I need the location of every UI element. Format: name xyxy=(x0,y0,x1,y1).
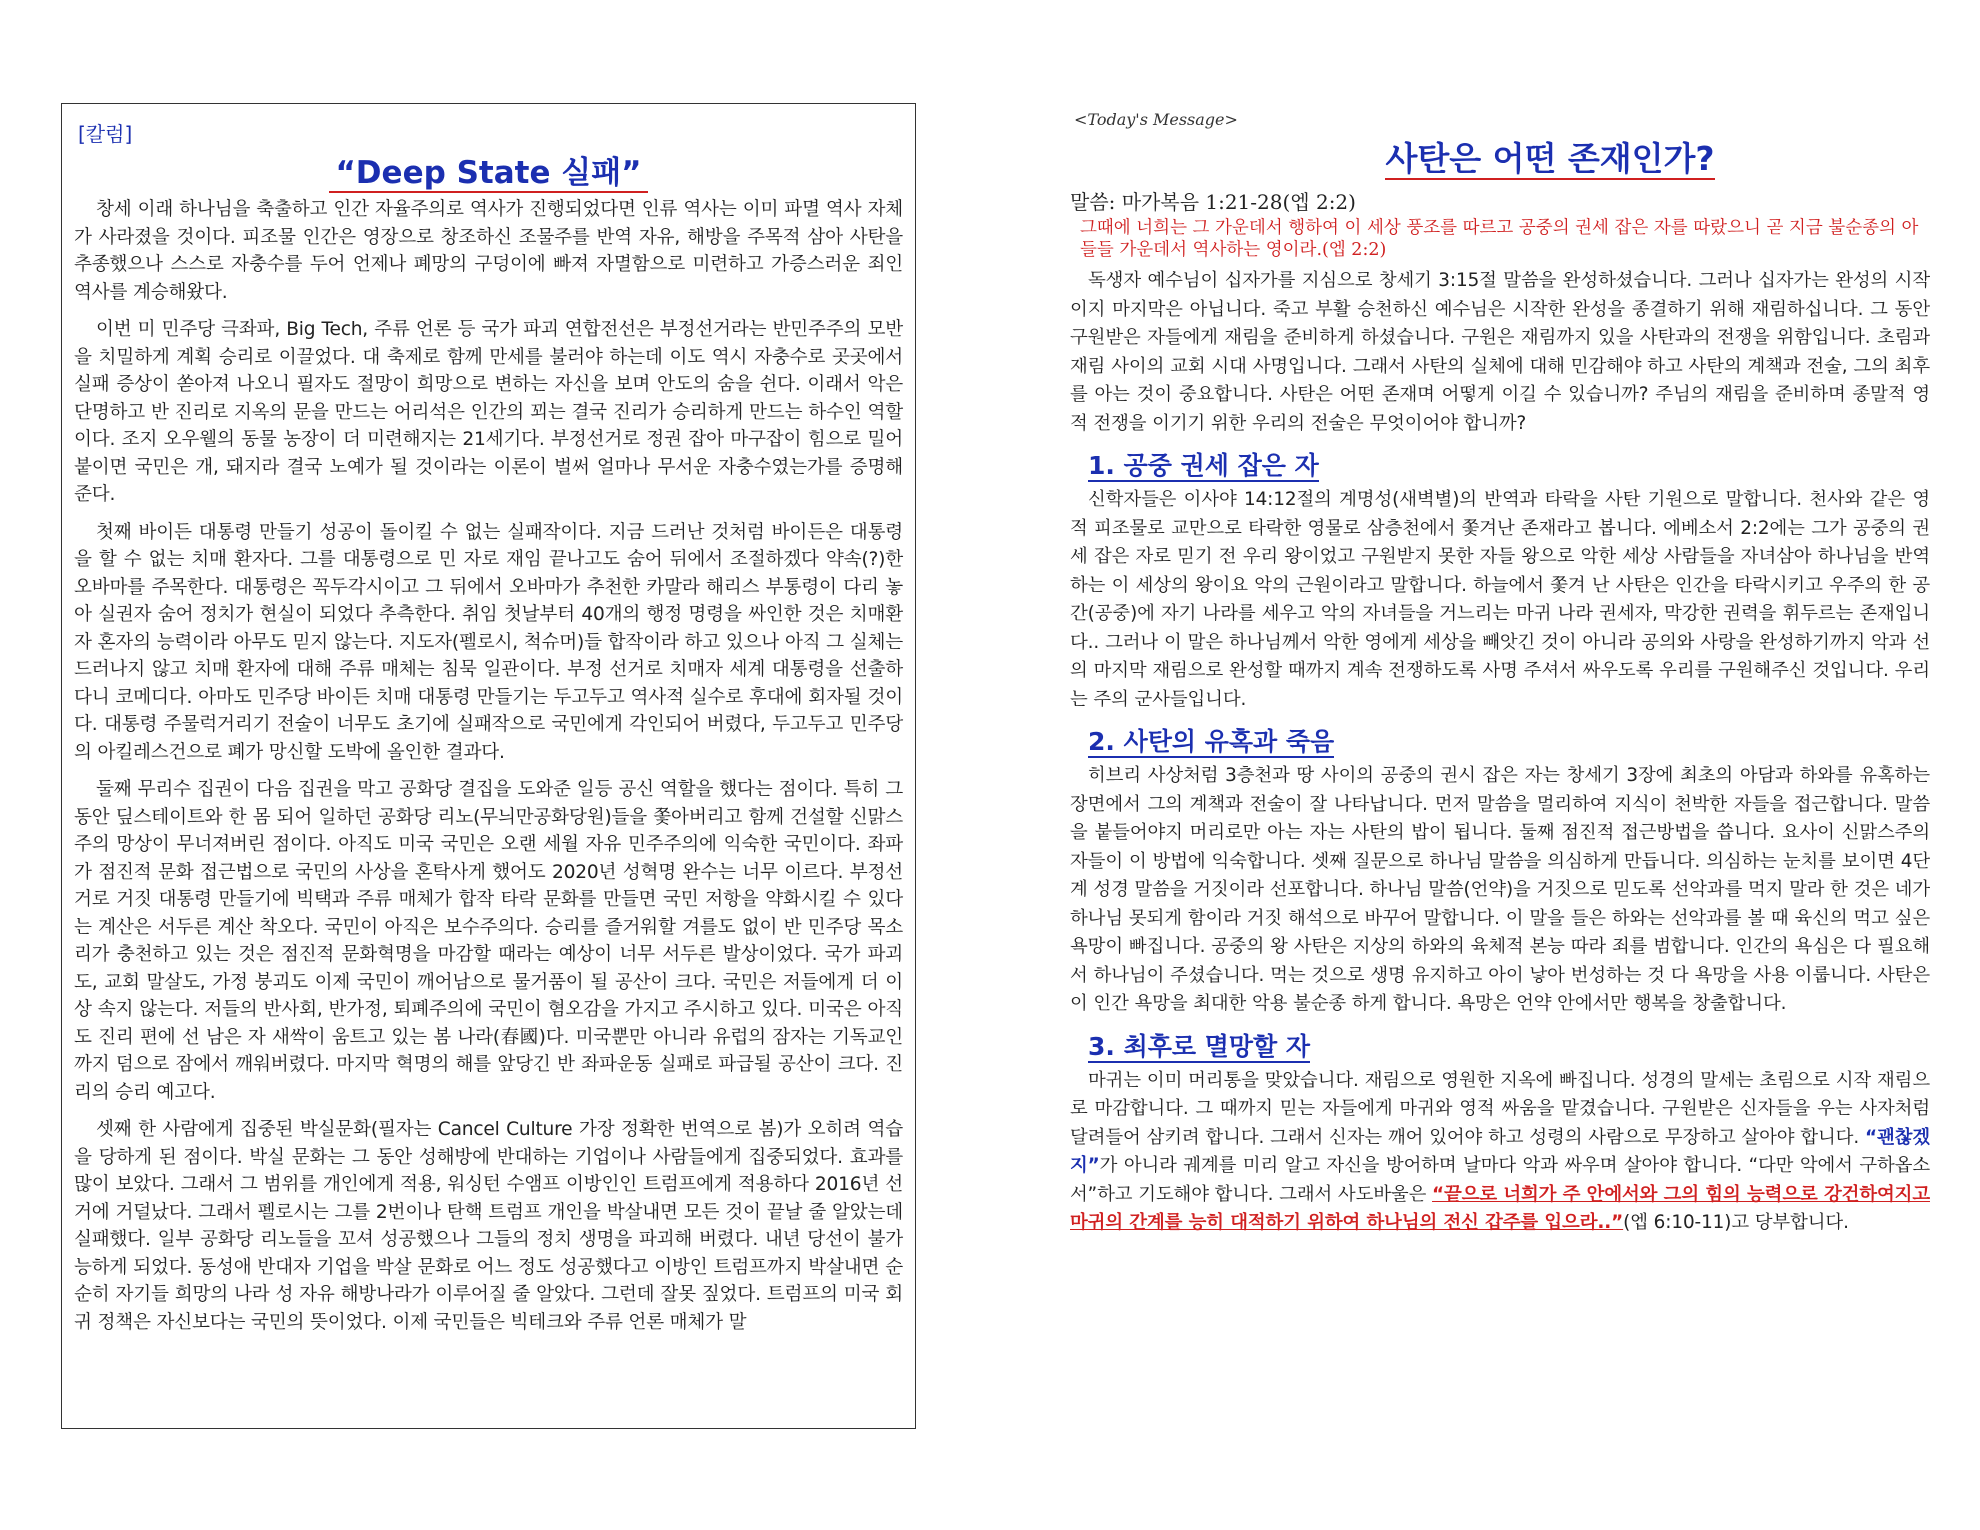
message-column xyxy=(1070,110,1930,1430)
column-paragraph: 둘째 무리수 집권이 다음 집권을 막고 공화당 결집을 도와준 일등 공신 역할을 했다는 점이다. 특히 그 동안 딮스테이트와 한 몸 되어 일하던 공화당 리노(무늬만공화당원)들을 쫓아버리고 함께 건설할 신맑스주의 망상이 무너져버린 점이다. 아직도 미국 국민은 오랜 세월 자유 민주주의에 익숙한 국민이다. 좌파가 점진적 문화 접근법으로 국민의 사상을 혼탁사게 했어도 2020년 성혁명 완수는 너무 이르다. 부정선거로 거짓 대통령 만들기에 빅택과 주류 매체가 합작 타락 문화를 만들면 국민 저항을 약화시킬 수 있다는 계산은 서두른 계산 착오다. 국민이 아직은 보수주의다. 승리를 즐거워할 겨를도 없이 반 민주당 목소리가 충천하고 있는 것은 점진적 문화혁명을 마감할 때라는 예상이 너무 서두른 발상이었다. 국가 파괴도, 교회 말살도, 가정 붕괴도 이제 국민이 깨어남으로 물거품이 될 공산이 크다. 국민은 저들에게 더 이상 속지 않는다. 저들의 반사회, 반가정, 퇴폐주의에 국민이 혐오감을 가지고 주시하고 있다. 미국은 아직도 진리 편에 선 남은 자 새싹이 움트고 있는 봄 나라(春國)다. 미국뿐만 아니라 유럽의 잠자는 기독교인까지 덤으로 잠에서 깨워버렸다. 마지막 혁명의 해를 앞당긴 반 좌파운동 실패로 파급될 공산이 크다. 진리의 승리 예고다. xyxy=(74,779,903,1103)
section-1-text: 신학자들은 이사야 14:12절의 계명성(새벽별)의 반역과 타락을 사탄 기원으로 말합니다. 천사와 같은 영적 피조물로 교만으로 타락한 영물로 삼층천에서 쫓겨난 존재라고 봅니다. 에베소서 2:2에는 그가 공중의 권세 잡은 자로 믿기 전 우리 왕이었고 구원받지 못한 자들 왕으로 악한 세상 사람들을 자녀삼아 하나님을 반역하는 이 세상의 왕이요 악의 근원이라고 말합니다. 하늘에서 쫓겨 난 사탄은 인간을 타락시키고 우주의 한 공간(공중)에 자기 나라를 세우고 악의 자녀들을 거느리는 마귀 나라 권세자, 막강한 권력을 휘두르는 존재입니다.. 그러나 이 말은 하나님께서 악한 영에게 세상을 빼앗긴 것이 아니라 공의와 사랑을 완성하기까지 악과 선의 마지막 재림으로 완성할 때까지 계속 전쟁하도록 사명 주셔서 싸우도록 우리를 구원해주신 것입니다. 우리는 주의 군사들입니다. xyxy=(1070,489,1930,710)
column-paragraph: 창세 이래 하나님을 축출하고 인간 자율주의로 역사가 진행되었다면 인류 역사는 이미 파멸 역사 자체가 사라졌을 것이다. 피조물 인간은 영장으로 창조하신 조물주를 반역 자유, 해방을 주목적 삼아 사탄을 추종했으나 스스로 자충수를 두어 언제나 폐망의 구덩이에 빠져 자멸함으로 미련하고 가증스러운 죄인 역사를 계승해왔다. xyxy=(74,199,903,303)
message-tag: <Today's Message> xyxy=(1074,110,1238,129)
intro-paragraph: 독생자 예수님이 십자가를 지심으로 창세기 3:15절 말씀을 완성하셨습니다. 그러나 십자가는 완성의 시작이지 마지막은 아닙니다. 죽고 부활 승천하신 예수님은 시작한 완성을 종결하기 위해 재림하십니다. 그 동안 구원받은 자들에게 재림을 준비하게 하셨습니다. 구원은 재림까지 있을 사탄과의 전쟁을 위함입니다. 초림과 재림 사이의 교회 시대 사명입니다. 그래서 사탄의 실체에 대해 민감해야 하고 사탄의 계책과 전술, 그의 최후를 아는 것이 중요합니다. 사탄은 어떤 존재며 어떻게 이길 수 있습니까? 주님의 재림을 준비하며 종말적 영적 전쟁을 이기기 위한 우리의 전술은 무엇이어야 합니까? xyxy=(1070,270,1930,434)
section-3-text: 마귀는 이미 머리통을 맞았습니다. 재림으로 영원한 지옥에 빠집니다. 성경의 말세는 초림으로 시작 재림으로 마감합니다. 그 때까지 믿는 자들에게 마귀와 영적 싸움을 맡겼습니다. 구원받은 신자들을 우는 사자처럼 달려들어 삼키려 합니다. 그래서 신자는 깨어 있어야 하고 성령의 사람으로 무장하고 살아야 합니다. “괜찮겠지”가 아니라 궤계를 미리 알고 자신을 방어하며 날마다 악과 싸우며 살아야 합니다. “다만 악에서 구하옵소서”하고 기도해야 합니다. 그래서 사도바울은 “끝으로 너희가 주 안에서와 그의 힘의 능력으로 강건하여지고 마귀의 간계를 능히 대적하기 위하여 하나님의 전신 갑주를 입으라..”(엡 6:10-11)고 당부합니다. xyxy=(1070,1069,1930,1233)
section-heading-3: 3. 최후로 멸망할 자 xyxy=(1088,1031,1311,1061)
column-title: “Deep State 실패” xyxy=(74,147,903,192)
quoted-scripture: “끝으로 너희가 주 안에서와 그의 힘의 능력으로 강건하여지고 마귀의 간계를 능히 대적하기 위하여 하나님의 전신 갑주를 입으라..” xyxy=(1070,1183,1930,1233)
column-paragraph: 셋째 한 사람에게 집중된 박실문화(필자는 Cancel Culture 가장 정확한 번역으로 봄)가 오히려 역습을 당하게 된 점이다. 박실 문화는 그 동안 성해방에 반대하는 기업이나 사람들에게 집중되었다. 효과를 많이 보았다. 그래서 그 범위를 개인에게 적용, 워싱턴 수앰프 이방인인 트럼프에게 적용하다 2016년 선거에 거덜났다. 그래서 펠로시는 그를 2번이나 탄핵 트럼프 개인을 박살내면 모든 것이 끝날 줄 알았는데 실패했다. 일부 공화당 리노들을 꼬셔 성공했으나 그들의 정치 생명을 파괴해 버렸다. 내년 당선이 불가능하게 되었다. 동성애 반대자 기업을 박살 문화로 어느 정도 성공했다고 이방인 트럼프까지 박살내면 순순히 자기들 희망의 나라 성 자유 해방나라가 이루어질 줄 알았다. 그런데 잘못 짚었다. 트럼프의 미국 회귀 정책은 자신보다는 국민의 뜻이었다. 이제 국민들은 빅테크와 주류 언론 매체가 말 xyxy=(74,1119,903,1333)
column-tag: [칼럼] xyxy=(78,122,133,146)
section-heading-1: 1. 공중 권세 잡은 자 xyxy=(1088,451,1319,480)
section-heading-2: 2. 사탄의 유혹과 죽음 xyxy=(1088,727,1335,756)
column-box xyxy=(61,103,916,1429)
scripture-reference: 말씀: 마가복음 1:21-28(엡 2:2) xyxy=(1070,190,1356,214)
highlight-phrase: “괜찮겠지” xyxy=(1070,1126,1930,1176)
column-paragraph: 이번 미 민주당 극좌파, Big Tech, 주류 언론 등 국가 파괴 연합전선은 부정선거라는 반민주주의 모반을 치밀하게 계획 승리로 이끌었다. 대 축제로 함께 만세를 불러야 하는데 이도 역시 자충수로 곳곳에서 실패 증상이 쏟아져 나오니 필자도 절망이 희망으로 변하는 자신을 보며 안도의 숨을 쉰다. 이래서 악은 단명하고 반 진리로 지옥의 문을 만드는 어리석은 인간의 꾀는 결국 진리가 승리하게 만드는 하수인 역할이다. 조지 오우웰의 동물 농장이 더 미련해지는 21세기다. 부정선거로 정권 잡아 마구잡이 힘으로 밀어붙이면 국민은 개, 돼지라 결국 노예가 될 것이라는 이론이 벌써 얼마나 무서운 자충수였는가를 증명해 준다. xyxy=(74,319,903,505)
column-paragraph: 첫째 바이든 대통령 만들기 성공이 돌이킬 수 없는 실패작이다. 지금 드러난 것처럼 바이든은 대통령을 할 수 없는 치매 환자다. 그를 대통령으로 민 자로 재임 끝나고도 숨어 뒤에서 조절하겠다 약속(?)한 오바마를 주목한다. 대통령은 꼭두각시이고 그 뒤에서 오바마가 추천한 카말라 해리스 부통령이 다리 놓아 실권자 숨어 정치가 현실이 되었다 추측한다. 취임 첫날부터 40개의 행정 명령을 싸인한 것은 치매환자 혼자의 능력이라 아무도 믿지 않는다. 지도자(펠로시, 척슈머)들 합작이라 하고 있으나 아직 그 실체는 드러나지 않고 치매 환자에 대해 주류 매체는 침묵 일관이다. 부정 선거로 치매자 세계 대통령을 선출하다니 코메디다. 아마도 민주당 바이든 치매 대통령 만들기는 두고두고 역사적 실수로 후대에 회자될 것이다. 대통령 주물럭거리기 전술이 너무도 초기에 실패작으로 국민에게 각인되어 버렸다, 두고두고 민주당의 아킬레스건으로 폐가 망신할 도박에 올인한 결과다. xyxy=(74,521,903,763)
section-2-text: 히브리 사상처럼 3층천과 땅 사이의 공중의 권시 잡은 자는 창세기 3장에 최초의 아담과 하와를 유혹하는 장면에서 그의 계책과 전술이 잘 나타납니다. 먼저 말씀을 멀리하여 지식이 천박한 자들을 접근합니다. 말씀을 붙들어야지 머리로만 아는 자는 사탄의 밥이 됩니다. 둘째 점진적 접근방법을 씁니다. 요사이 신맑스주의자들이 이 방법에 익숙합니다. 셋째 질문으로 하나님 말씀을 의심하게 만듭니다. 의심하는 눈치를 보이면 4단계 성경 말씀을 거짓이라 선포합니다. 하나님 말씀(언약)을 거짓으로 믿도록 선악과를 먹지 말라 한 것은 네가 하나님 못되게 함이라 거짓 해석으로 바꾸어 말합니다. 이 말을 들은 하와는 선악과를 볼 때 육신의 먹고 싶은 욕망이 빠집니다. 공중의 왕 사탄은 지상의 하와의 육체적 본능 따라 죄를 범합니다. 인간의 욕심은 다 필요해서 하나님이 주셨습니다. 먹는 것으로 생명 유지하고 아이 낳아 번성하는 것 다 욕망을 사용 이룹니다. 사탄은 이 인간 욕망을 최대한 악용 불순종 하게 합니다. 욕망은 언약 안에서만 행복을 창출합니다. xyxy=(1070,765,1930,1014)
message-title: 사탄은 어떤 존재인가? xyxy=(1385,139,1715,178)
key-verse: 그때에 너희는 그 가운데서 행하여 이 세상 풍조를 따르고 공중의 권세 잡은 자를 따랐으니 곧 지금 불순종의 아들들 가운데서 역사하는 영이라.(엡 2:2) xyxy=(1080,218,1919,260)
